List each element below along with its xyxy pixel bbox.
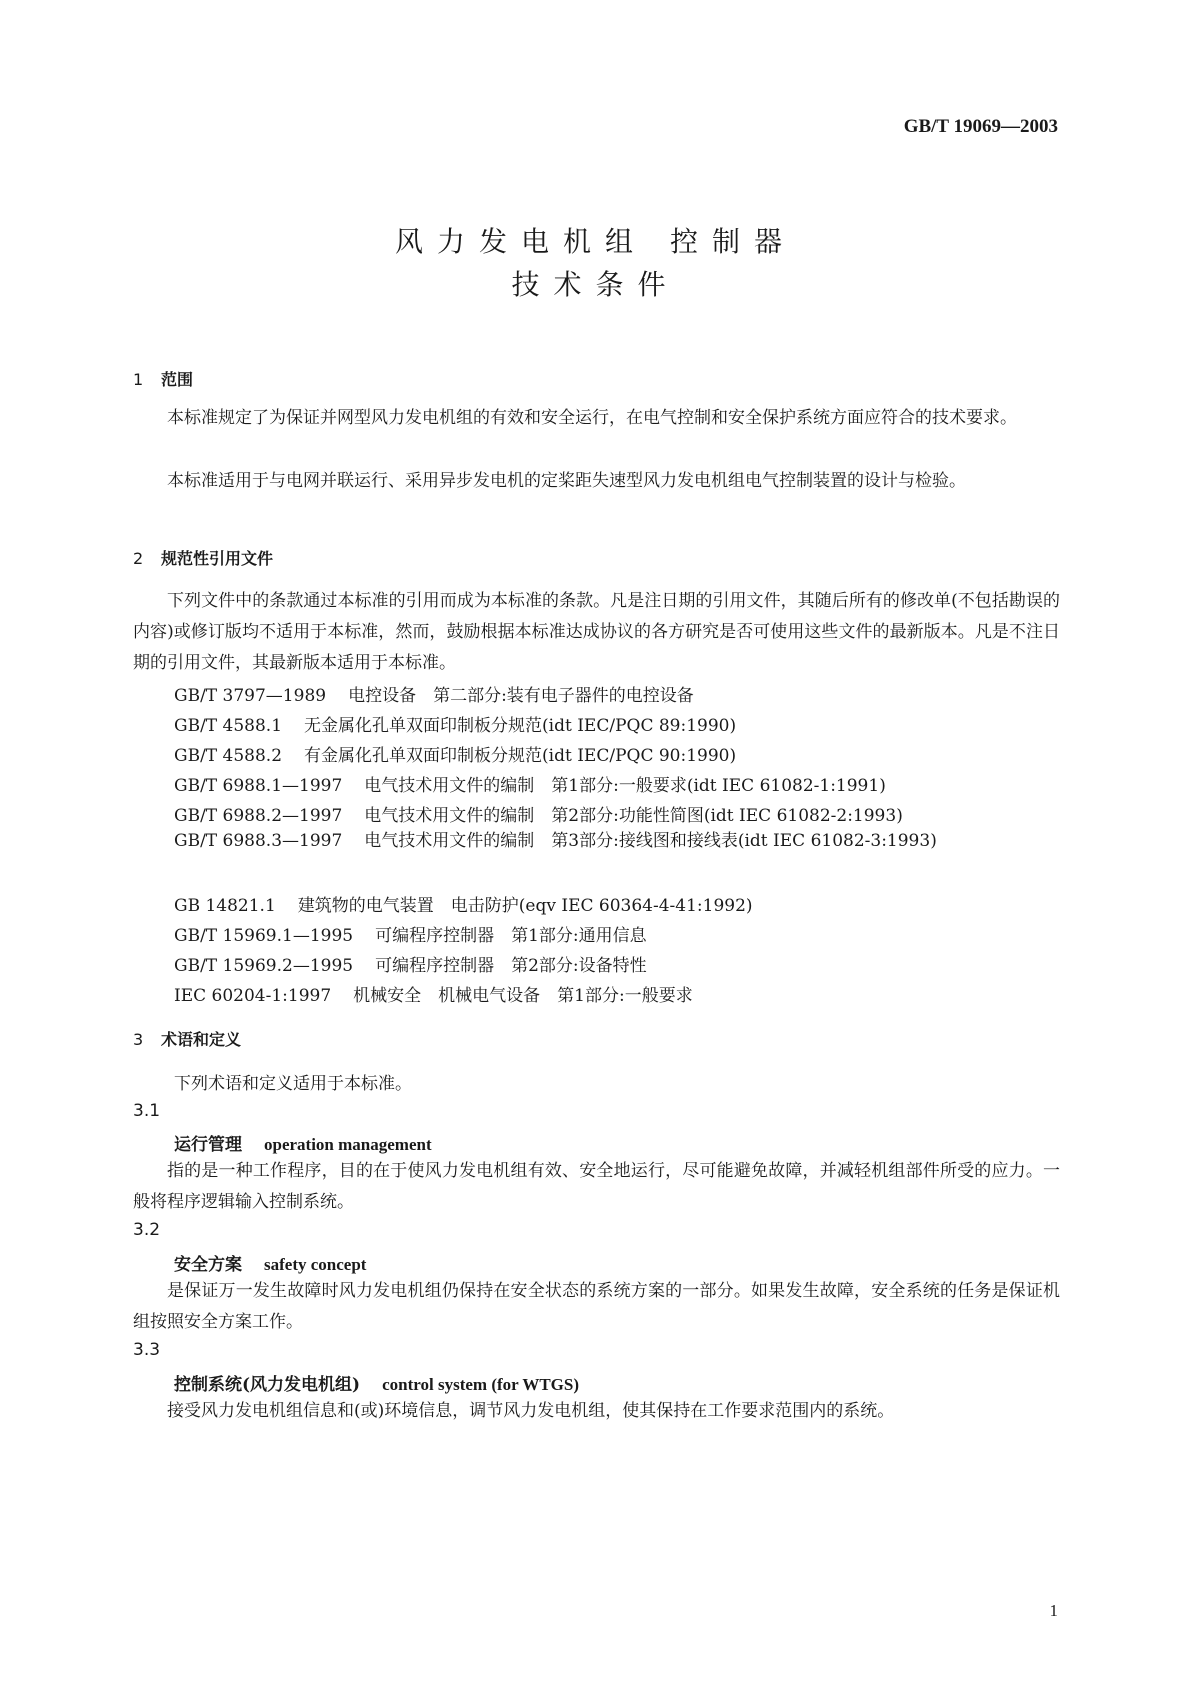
scope-paragraph-2: 本标准适用于与电网并联运行、采用异步发电机的定桨距失速型风力发电机组电气控制装置的设计与检验。 [167,471,966,491]
reference-code: IEC 60204-1:1997 [174,986,332,1006]
term-en: safety concept [264,1255,367,1274]
scope-paragraph-1: 本标准规定了为保证并网型风力发电机组的有效和安全运行，在电气控制和安全保护系统方面应符合的技术要求。 [167,408,1017,428]
term-number: 3.2 [133,1220,161,1240]
term-zh: 控制系统(风力发电机组) [174,1375,361,1395]
section-1-heading [133,367,193,390]
reference-title: 电气技术用文件的编制 第2部分:功能性简图(idt IEC 61082-2:1993) [364,806,903,826]
reference-code: GB/T 15969.2—1995 [174,956,354,976]
term-number: 3.1 [133,1101,161,1121]
section-title: 规范性引用文件 [161,549,274,568]
reference-title: 有金属化孔单双面印制板分规范(idt IEC/PQC 90:1990) [304,746,737,766]
standard-code: GB/T 19069—2003 [903,116,1058,137]
reference-title: 机械安全 机械电气设备 第1部分:一般要求 [353,986,693,1006]
reference-item [174,801,903,826]
reference-title: 电控设备 第二部分:装有电子器件的电控设备 [348,686,694,706]
reference-code: GB 14821.1 [174,896,276,916]
term-number: 3.3 [133,1340,161,1360]
reference-title: 电气技术用文件的编制 第3部分:接线图和接线表(idt IEC 61082-3:1993) [364,831,937,851]
term-en: control system (for WTGS) [382,1375,579,1394]
term-heading [174,1130,432,1155]
term-en: operation management [264,1135,432,1154]
term-definition: 指的是一种工作程序，目的在于使风力发电机组有效、安全地运行，尽可能避免故障，并减轻机组部件所受的应力。一般将程序逻辑输入控制系统。 [133,1161,1060,1212]
section-3-heading [133,1027,241,1050]
reference-item [174,951,647,976]
section-title: 术语和定义 [161,1030,242,1049]
references-intro: 下列文件中的条款通过本标准的引用而成为本标准的条款。凡是注日期的引用文件，其随后所有的修改单(不包括勘误的内容)或修订版均不适用于本标准，然而，鼓励根据本标准达成协议的各方研究是否可使用这些文件的最新版本。凡是不注日期的引用文件，其最新版本适用于本标准。 [133,591,1060,673]
reference-code: GB/T 4588.1 [174,716,283,736]
term-definition: 是保证万一发生故障时风力发电机组仍保持在安全状态的系统方案的一部分。如果发生故障，安全系统的任务是保证机组按照安全方案工作。 [133,1281,1060,1332]
reference-code: GB/T 3797—1989 [174,686,327,706]
reference-code: GB/T 4588.2 [174,746,283,766]
section-title: 范围 [161,370,194,389]
reference-title: 电气技术用文件的编制 第1部分:一般要求(idt IEC 61082-1:1991) [364,776,886,796]
reference-code: GB/T 6988.3—1997 [174,831,343,851]
reference-code: GB/T 6988.1—1997 [174,776,343,796]
section-number: 2 [133,549,144,568]
reference-item [174,741,736,766]
document-title-line2: 技术条件 [511,268,680,301]
term-zh: 安全方案 [174,1255,242,1275]
reference-title: 可编程序控制器 第2部分:设备特性 [375,956,647,976]
reference-item [174,771,886,796]
section-number: 1 [133,370,144,389]
document-title-line1: 风力发电机组 控制器 [395,225,796,258]
term-definition: 接受风力发电机组信息和(或)环境信息，调节风力发电机组，使其保持在工作要求范围内的系统。 [167,1401,895,1421]
reference-title: 可编程序控制器 第1部分:通用信息 [375,926,647,946]
term-zh: 运行管理 [174,1135,242,1155]
reference-item [174,891,753,916]
reference-item [133,826,1060,856]
reference-code: GB/T 6988.2—1997 [174,806,343,826]
reference-code: GB/T 15969.1—1995 [174,926,354,946]
term-heading [174,1370,579,1395]
section-number: 3 [133,1030,144,1049]
reference-item [174,981,693,1006]
reference-title: 建筑物的电气装置 电击防护(eqv IEC 60364-4-41:1992) [297,896,753,916]
reference-title: 无金属化孔单双面印制板分规范(idt IEC/PQC 89:1990) [304,716,737,736]
reference-item [174,921,647,946]
term-heading [174,1250,366,1275]
reference-item [174,681,694,706]
page-number: 1 [1049,1601,1058,1620]
reference-item [174,711,736,736]
section-2-heading [133,546,273,569]
terms-intro: 下列术语和定义适用于本标准。 [174,1074,412,1094]
